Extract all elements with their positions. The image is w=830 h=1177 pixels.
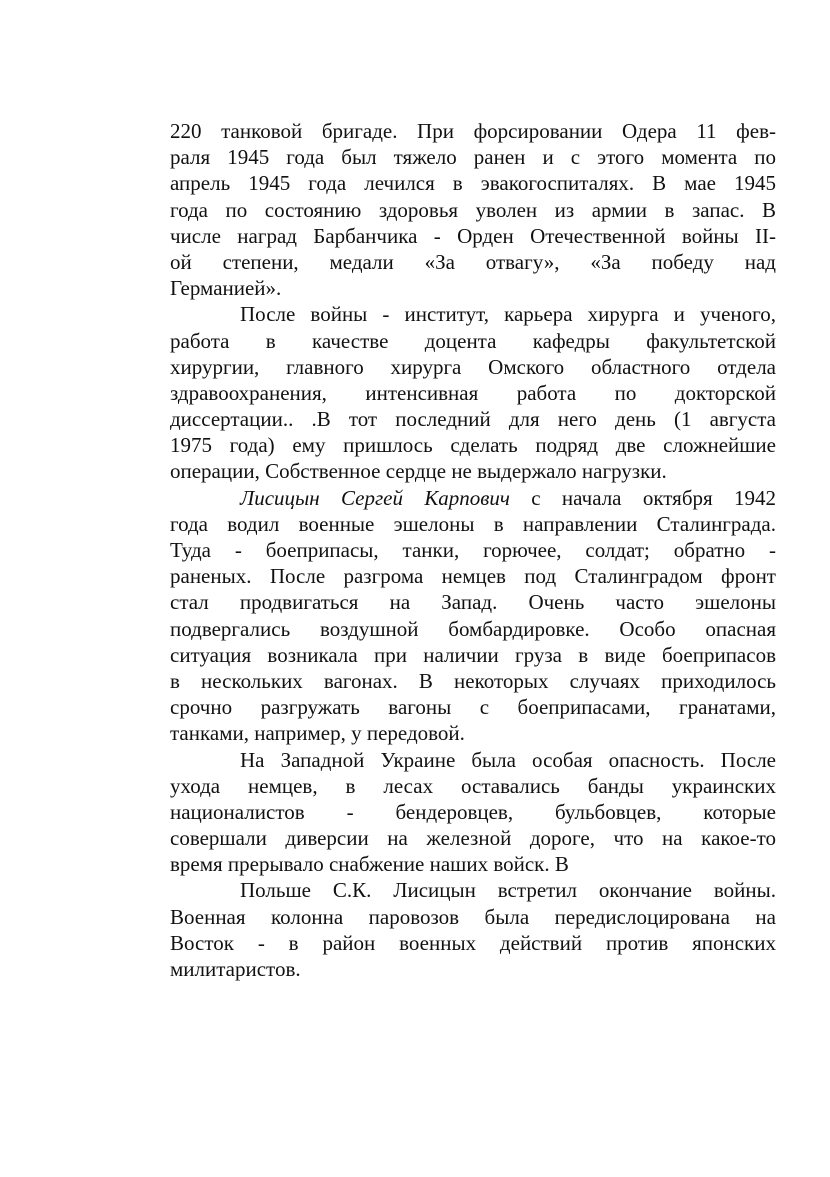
text-line: 1975 года) ему пришлось сделать подряд две сложнейшие	[170, 433, 776, 458]
text-line: На Западной Украине была особая опасность. После	[240, 747, 776, 772]
text-line: 220 танковой бригаде. При форсировании Одера 11 фев-	[170, 119, 776, 143]
text-line: танками, например, у передовой.	[170, 721, 465, 746]
text-line: стал продвигаться на Запад. Очень часто эшелоны	[170, 590, 776, 615]
person-name: Лисицын Сергей Карпович	[240, 485, 510, 510]
text-line: года по состоянию здоровья уволен из армии в запас. В	[170, 197, 776, 222]
text-line: Восток - в район военных действий против японских	[170, 930, 776, 955]
text-line: апрель 1945 года лечился в эвакогоспиталях. В мае 1945	[170, 171, 776, 196]
text-line: раля 1945 года был тяжело ранен и с этого момента по	[170, 145, 776, 170]
text-line: здравоохранения, интенсивная работа по докторской	[170, 380, 776, 405]
text-line: года водил военные эшелоны в направлении Сталинграда.	[170, 511, 776, 536]
text-line: раненых. После разгрома немцев под Сталинградом фронт	[170, 564, 776, 589]
text-line: Туда - боеприпасы, танки, горючее, солдат; обратно -	[170, 538, 776, 562]
paragraph-1	[170, 118, 776, 301]
text-line: националистов - бендеровцев, бульбовцев, которые	[170, 799, 776, 824]
paragraph-3	[170, 485, 776, 747]
text-fragment: с начала октября 1942	[509, 485, 776, 510]
text-line: срочно разгружать вагоны с боеприпасами, гранатами,	[170, 695, 776, 720]
text-line: ой степени, медали «За отвагу», «За победу над	[170, 249, 776, 274]
text-line: Военная колонна паровозов была передислоцирована на	[170, 904, 776, 929]
text-line: хирургии, главного хирурга Омского областного отдела	[170, 354, 776, 379]
text-line: ситуация возникала при наличии груза в виде боеприпасов	[170, 642, 776, 667]
text-line: После войны - институт, карьера хирурга и ученого,	[240, 302, 776, 327]
text-line: ухода немцев, в лесах оставались банды украинских	[170, 773, 776, 798]
text-line: милитаристов.	[170, 957, 301, 981]
text-line: подвергались воздушной бомбардировке. Особо опасная	[170, 616, 776, 641]
text-line: время прерывало снабжение наших войск. В	[170, 852, 569, 877]
text-line	[170, 485, 776, 511]
text-line: Германией».	[170, 276, 282, 301]
text-line: Польше С.К. Лисицын встретил окончание войны.	[240, 878, 776, 903]
text-line: диссертации.. .В тот последний для него день (1 августа	[170, 407, 776, 432]
paragraph-2	[170, 301, 776, 484]
text-line: в нескольких вагонах. В некоторых случаях приходилось	[170, 668, 776, 693]
text-line: работа в качестве доцента кафедры факультетской	[170, 328, 776, 353]
text-line: операции, Собственное сердце не выдержало нагрузки.	[170, 459, 667, 484]
paragraph-4	[170, 747, 776, 878]
text-line: числе наград Барбанчика - Орден Отечественной войны II-	[170, 223, 776, 248]
document-body	[170, 118, 776, 982]
text-line: совершали диверсии на железной дороге, что на какое-то	[170, 826, 776, 851]
paragraph-5	[170, 877, 776, 982]
